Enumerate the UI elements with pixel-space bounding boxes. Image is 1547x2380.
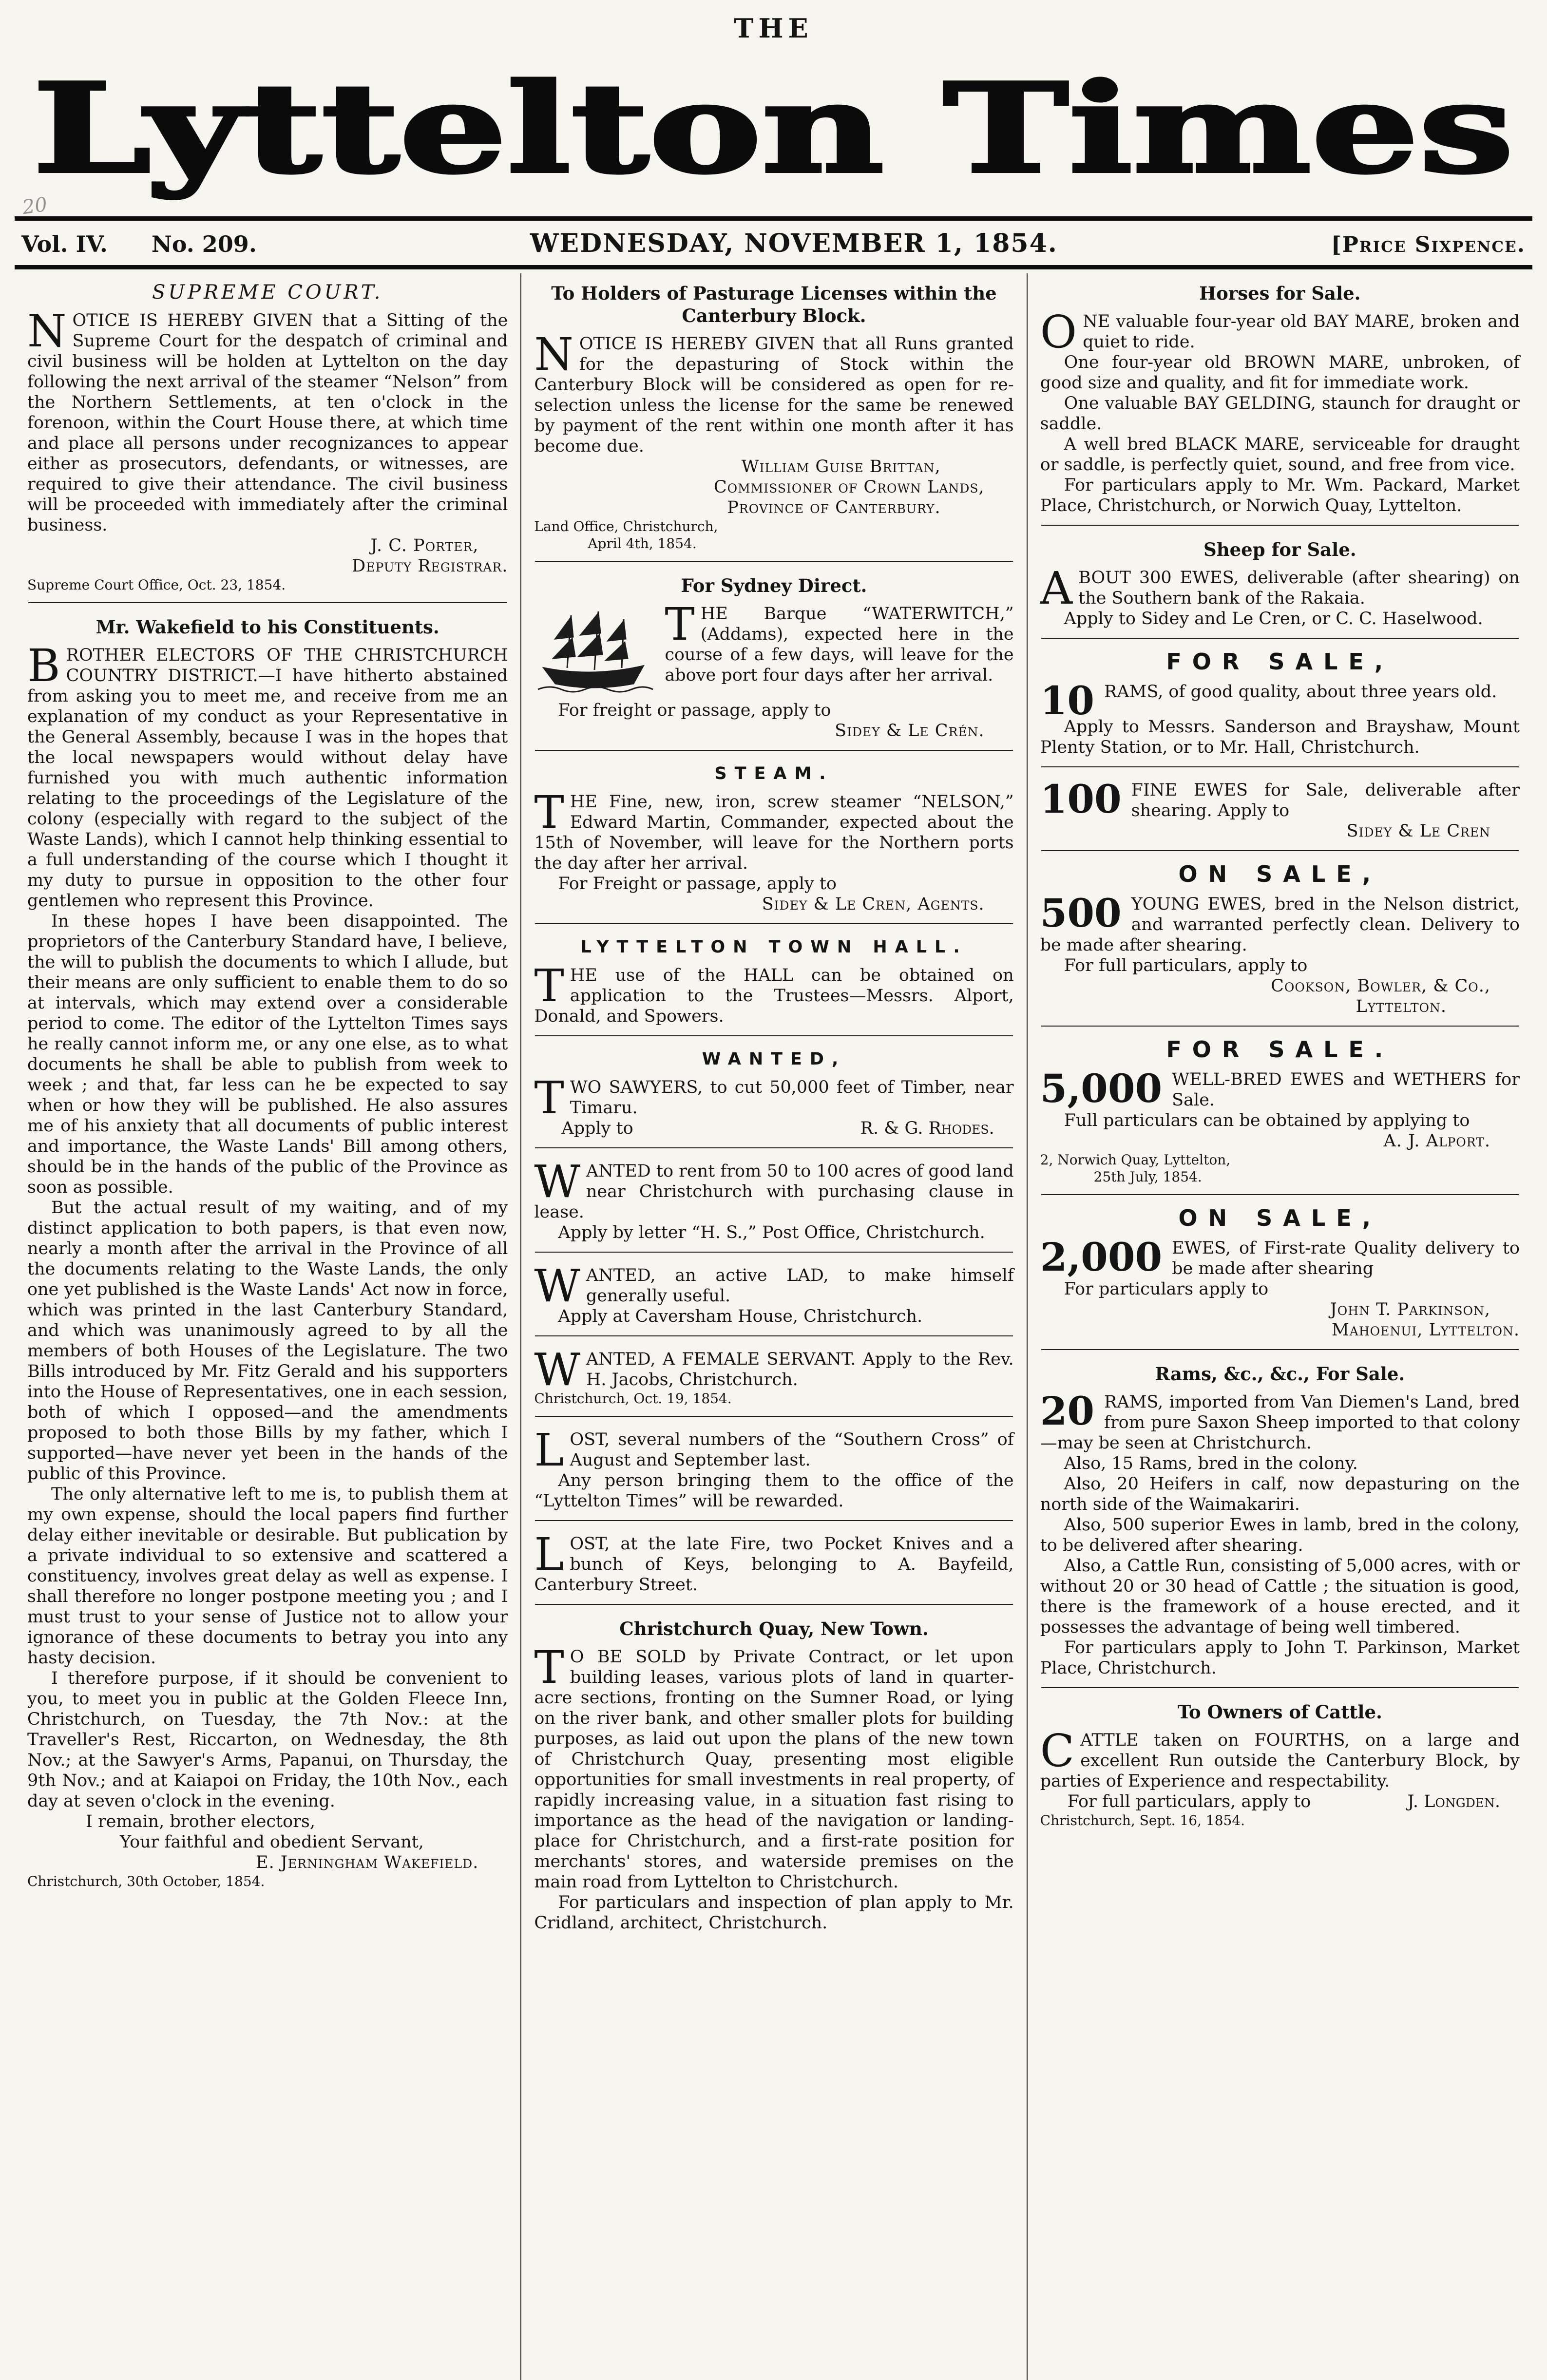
article-pasturage-notice [534,282,1013,552]
for-sale-10-body [1040,678,1520,724]
on-sale-2000-place: Mahoenui, Lyttelton. [1331,1320,1520,1340]
on-sale-500-signature: Cookson, Bowler, & Co., [1271,976,1490,996]
rams-heading: Rams, &c., &c., For Sale. [1155,1363,1405,1385]
article-lost-knives [534,1528,1014,1595]
masthead [15,13,1532,269]
apply-label: Apply to [561,1119,633,1138]
section-divider [535,1416,1012,1417]
horses-paragraph-3: One valuable BAY GELDING, staunch for draught or saddle. [1040,394,1520,434]
for-sale-5000-address-1: 2, Norwich Quay, Lyttelton, [1040,1152,1231,1168]
for-sale-10-text: RAMS, of good quality, about three years old. [1104,682,1497,702]
steam-heading: STEAM. [714,764,834,783]
pasturage-dateline-1: Land Office, Christchurch, [534,518,718,534]
section-divider [1041,638,1519,639]
on-sale-2000-body [1040,1234,1520,1280]
horses-paragraph-5: For particulars apply to Mr. Wm. Packard, Market Place, Christchurch, or Norwich Quay, Lyttelton. [1040,476,1520,515]
wakefield-heading: Mr. Wakefield to his Constituents. [95,616,439,638]
dropcap-letter: N [27,305,67,357]
cattle-body [1040,1725,1520,1791]
dateline-bar [15,216,1532,269]
quay-text: O BE SOLD by Private Contract, or let upon building leases, various plots of land in quarter-acre sections, fronting on the Sumner Road, or lying on the river bank, and other smaller plots for building purposes, as laid out upon the plans of the new town of Christchurch Quay, presenting most eligible opportunities for small investments in real property, of rapidly increasing value, in a situation fast rising to importance as the head of the navigation or landing-place for Christchurch, and a first-rate position for merchants' stores, and waterside premises on the main road from Lyttelton to Christchurch. [534,1647,1014,1892]
section-divider [535,1035,1012,1036]
quay-apply: For particulars and inspection of plan apply to Mr. Cridland, architect, Christchurch. [534,1893,1014,1933]
sydney-apply-line: For freight or passage, apply to [558,701,831,720]
wakefield-paragraph-5: I therefore purpose, if it should be convenient to you, to meet you in public at the Golden Fleece Inn, Christchurch, on Tuesday, the 7th Nov.: at the Traveller's Rest, Riccarton, on Wednesday, the 8th Nov.; at the Sawyer's Arms, Papanui, on Thursday, the 9th Nov.; and at Kaiapoi on Friday, the 10th Nov., each day at seven o'clock in the evening. [27,1669,508,1811]
dropcap-letter: N [534,328,573,381]
supreme-court-heading: SUPREME COURT. [152,281,383,304]
horses-paragraph-2: One four-year old BROWN MARE, unbroken, of good size and quality, and fit for immediate work. [1040,353,1520,393]
rams-paragraph-6: For particulars apply to John T. Parkinson, Market Place, Christchurch. [1040,1638,1520,1678]
supreme-court-signature: J. C. Porter, [370,536,479,555]
article-wanted-servant [534,1344,1014,1407]
wanted-sawyers-body [534,1072,1014,1124]
columns [15,273,1532,2380]
section-divider [1041,525,1519,526]
dropcap-letter: W [534,1156,580,1208]
wakefield-paragraph-1 [27,640,508,911]
horses-paragraph-4: A well bred BLACK MARE, serviceable for draught or saddle, is perfectly quiet, sound, and free from vice. [1040,435,1520,475]
column-3 [1027,273,1532,2380]
dropcap-letter: T [534,1072,564,1124]
on-sale-500-place: Lyttelton. [1356,997,1447,1016]
section-divider [28,602,507,603]
rams-paragraph-4: Also, 500 superior Ewes in lamb, bred in the colony, to be delivered after shearing. [1040,1515,1520,1555]
lost-cross-text: OST, several numbers of the “Southern Cross” of August and September last. [570,1430,1014,1470]
for-sale-5000-line-2: Full particulars can be obtained by applying to [1064,1111,1470,1130]
section-divider [535,1147,1012,1148]
price-label: [Price Sixpence. [1331,232,1526,257]
wanted-servant-text: ANTED, A FEMALE SERVANT. Apply to the Rev. H. Jacobs, Christchurch. [586,1350,1014,1390]
sheep-heading: Sheep for Sale. [1203,539,1356,560]
dropcap-letter: O [1040,306,1077,358]
lost-knives-body [534,1528,1014,1595]
town-hall-heading: LYTTELTON TOWN HALL. [580,937,968,957]
ship-icon [534,606,656,698]
fine-ewes-text: FINE EWES for Sale, deliverable after shearing. Apply to [1131,781,1520,820]
wakefield-text-1: ROTHER ELECTORS OF THE CHRISTCHURCH COUNTRY DISTRICT.—I have hitherto abstained from asking you to meet me, and receive from me an explanation of my conduct as your Representative in the General Assembly, because I was in the hopes that the local newspapers would without delay have furnished you with much authentic information relating to the proceedings of the Legislature of the colony (especially with regard to the subject of the Waste Lands), which I cannot help thinking essential to a full understanding of the course which I thought it my duty to pursue in opposition to the other four gentlemen who represent this Province. [27,646,508,911]
pasturage-heading: To Holders of Pasturage Licenses within the Canterbury Block. [551,283,997,326]
dropcap-letter: C [1040,1725,1075,1777]
article-on-sale-2000 [1040,1205,1520,1340]
section-divider [535,1335,1012,1336]
column-2 [520,273,1026,2380]
issue-number: No. 209. [151,231,257,257]
wanted-heading: WANTED, [702,1049,846,1069]
section-divider [1041,1349,1519,1350]
apply-contact: J. Longden. [1407,1792,1500,1811]
article-wakefield-letter [27,616,508,1890]
cattle-heading: To Owners of Cattle. [1177,1701,1382,1723]
section-divider [1041,1687,1519,1688]
wanted-lad-apply: Apply at Caversham House, Christchurch. [558,1307,923,1326]
on-sale-500-body [1040,890,1520,955]
article-wanted-lad [534,1260,1014,1327]
steam-body [534,786,1014,874]
steam-text: HE Fine, new, iron, screw steamer “NELSON,” Edward Martin, Commander, expected about the 15th of November, will leave for the Northern ports the day after her arrival. [534,792,1014,873]
article-sydney-direct [534,574,1013,741]
volume-issue [21,231,257,257]
wanted-servant-body [534,1344,1014,1396]
article-owners-of-cattle [1040,1701,1520,1829]
pasturage-signature: William Guise Brittan, [741,457,941,476]
masthead-title: Lyttelton Times [33,57,1514,201]
horses-text-1: NE valuable four-year old BAY MARE, broken and quiet to ride. [1083,312,1520,352]
article-for-sale-10-rams [1040,648,1520,758]
for-sale-heading: FOR SALE, [1166,648,1394,675]
article-christchurch-quay [534,1618,1013,1933]
pasturage-dateline-2: April 4th, 1854. [588,535,697,552]
for-sale-5000-address-2: 25th July, 1854. [1093,1169,1202,1185]
article-rams-for-sale [1040,1363,1520,1678]
wanted-lad-body [534,1260,1014,1312]
pasturage-body [534,328,1014,457]
on-sale-2000-signature: John T. Parkinson, [1330,1300,1490,1319]
pasturage-signature-province: Province of Canterbury. [727,498,941,517]
volume-label: Vol. IV. [21,231,108,257]
on-sale-heading: ON SALE, [1178,1205,1382,1231]
supreme-court-body [27,305,508,535]
cattle-text: ATTLE taken on FOURTHS, on a large and excellent Run outside the Canterbury Block, by parties of Experience and respectability. [1040,1731,1520,1791]
dropcap-letter: T [534,1641,564,1694]
quantity-figure: 5,000 [1040,1066,1163,1111]
rams-paragraph-3: Also, 20 Heifers in calf, now depasturing on the north side of the Waimakariri. [1040,1474,1520,1514]
dropcap-letter: T [534,960,564,1012]
section-divider [535,750,1012,751]
cattle-dateline: Christchurch, Sept. 16, 1854. [1040,1812,1245,1828]
for-sale-10-apply: Apply to Messrs. Sanderson and Brayshaw, Mount Plenty Station, or to Mr. Hall, Christchurch. [1040,717,1520,757]
horses-paragraph-1 [1040,306,1520,358]
quantity-figure: 100 [1040,776,1122,822]
section-divider [535,1252,1012,1253]
wakefield-paragraph-2: In these hopes I have been disappointed. The proprietors of the Canterbury Standard have, I believe, the will to publish the documents to which I allude, but their means are only sufficient to enable them to do so at intervals, which may extend over a considerable period to come. The editor of the Lyttelton Times says he really cannot inform me, or any one else, as to what documents he shall be able to publish from week to week ; and that, far less can he be expected to say when or how they will be published. He also assures me of his anxiety that all documents of public interest and importance, the Waste Lands' Bill among others, should be in the hands of the public of the Province as soon as possible. [27,912,508,1197]
on-sale-2000-text: EWES, of First-rate Quality delivery to be made after shearing [1172,1238,1520,1278]
article-wanted-land [534,1156,1014,1243]
masthead-kicker: THE [734,13,813,44]
horses-heading: Horses for Sale. [1199,283,1361,304]
quantity-figure: 20 [1040,1388,1094,1434]
dropcap-letter: A [1040,562,1073,614]
wakefield-dateline: Christchurch, 30th October, 1854. [27,1873,265,1889]
section-divider [535,1604,1012,1605]
on-sale-2000-apply: For particulars apply to [1064,1279,1269,1299]
dropcap-letter: B [27,640,60,692]
section-divider [535,561,1012,562]
quantity-figure: 2,000 [1040,1234,1163,1280]
supreme-court-office-line: Supreme Court Office, Oct. 23, 1854. [27,577,286,593]
quantity-figure: 500 [1040,890,1122,936]
sydney-signature: Sidey & Le Crén. [835,721,985,741]
dropcap-letter: W [534,1344,580,1396]
section-divider [535,923,1012,924]
article-horses-for-sale [1040,282,1520,516]
article-town-hall [534,937,1013,1027]
rams-body [1040,1388,1520,1453]
rams-paragraph-5: Also, a Cattle Run, consisting of 5,000 acres, with or without 20 or 30 head of Cattle ; the situation is good, there is the framework of a house erected, and it possesses the advantage of being well timbered. [1040,1556,1520,1637]
issue-date: WEDNESDAY, NOVEMBER 1, 1854. [530,228,1058,258]
wanted-sawyers-apply [534,1118,1013,1139]
section-divider [535,1520,1012,1521]
rams-text: RAMS, imported from Van Diemen's Land, bred from pure Saxon Sheep imported to that colony—may be seen at Christchurch. [1040,1392,1520,1453]
dropcap-letter: T [665,598,695,650]
masthead-title-art [15,46,1532,207]
sydney-heading: For Sydney Direct. [681,575,867,596]
on-sale-500-apply: For full particulars, apply to [1064,956,1308,975]
pasturage-text: OTICE IS HEREBY GIVEN that all Runs granted for the depasturing of Stock within the Canterbury Block will be considered as open for re-selection unless the license for the same be renewed by payment of the rent within one month after it has become due. [534,334,1014,456]
on-sale-heading: ON SALE, [1178,861,1382,887]
steam-apply-line: For Freight or passage, apply to [558,874,837,894]
article-steam [534,763,1013,914]
article-wanted-sawyers [534,1049,1013,1139]
quay-heading: Christchurch Quay, New Town. [619,1618,929,1639]
section-divider [1041,1194,1519,1195]
for-sale-5000-body [1040,1066,1520,1111]
wakefield-paragraph-3: But the actual result of my waiting, and of my distinct application to both papers, is that even now, nearly a month after the arrival in the Province of all the documents relating to the Waste Lands, the only one yet published is the Waste Lands' Act now in force, which was printed in the last Canterbury Standard, and which was unanimously agreed to by all the members of both Houses of the Legislature. The two Bills introduced by Mr. Fitz Gerald and his supporters into the House of Representatives, one in each session, both of which I opposed—and the amendments proposed to both those Bills by my father, which I supported—have never yet been in the hands of the public of this Province. [27,1198,508,1484]
article-on-sale-500 [1040,861,1520,1017]
section-divider [1041,1026,1519,1027]
dropcap-letter: T [534,786,564,838]
article-100-fine-ewes [1040,776,1520,841]
rams-paragraph-2: Also, 15 Rams, bred in the colony. [1064,1454,1358,1473]
wanted-land-text: ANTED to rent from 50 to 100 acres of good land near Christchurch with purchasing clause in lease. [534,1161,1014,1222]
supreme-court-text: OTICE IS HEREBY GIVEN that a Sitting of the Supreme Court for the despatch of criminal and civil business will be holden at Lyttelton on the day following the next arrival of the steamer “Nelson” from the Northern Settlements, at ten o'clock in the forenoon, within the Court House there, at which time and place all persons under recognizances to appear either as prosecutors, defendants, or witnesses, are required to give their attendance. The civil business will be proceeded with immediately after the criminal business. [27,311,508,535]
for-sale-5000-signature: A. J. Alport. [1383,1131,1490,1151]
pasturage-signature-title: Commissioner of Crown Lands, [713,477,985,497]
dropcap-letter: W [534,1260,580,1312]
lost-knives-text: OST, at the late Fire, two Pocket Knives and a bunch of Keys, belonging to A. Bayfeild, Canterbury Street. [534,1534,1014,1595]
dropcap-letter: L [534,1424,564,1476]
section-divider [1041,766,1519,767]
sydney-text: HE Barque “WATERWITCH,” (Addams), expected here in the course of a few days, will leave for the above port four days after her arrival. [665,604,1014,685]
article-lost-southern-cross [534,1424,1014,1511]
dropcap-letter: L [534,1528,564,1580]
wakefield-paragraph-4: The only alternative left to me is, to publish them at my own expense, should the local papers find further delay either inevitable or desirable. But publication by a private individual to so extensive and scattered a constituency, involves great delay as well as expense. I shall therefore no longer postpone meeting you ; and I must trust to your sense of Justice not to allow your ignorance of these documents to betray you into any hasty decision. [27,1485,508,1668]
steam-signature: Sidey & Le Cren, Agents. [762,895,985,914]
lost-cross-line-2: Any person bringing them to the office of the “Lyttelton Times” will be rewarded. [534,1471,1014,1511]
for-sale-5000-text: WELL-BRED EWES and WETHERS for Sale. [1172,1070,1520,1110]
apply-contact: R. & G. Rhodes. [860,1119,994,1138]
wakefield-signature: E. Jerningham Wakefield. [256,1853,479,1872]
apply-label: For full particulars, apply to [1067,1792,1311,1811]
handwritten-mark: 20 [21,193,49,219]
quantity-figure: 10 [1040,678,1094,724]
sheep-text: BOUT 300 EWES, deliverable (after shearing) on the Southern bank of the Rakaia. [1078,568,1520,608]
article-sheep-for-sale [1040,538,1520,629]
column-1 [15,273,520,2380]
fine-ewes-body [1040,776,1520,822]
for-sale-heading: FOR SALE. [1166,1036,1394,1063]
article-supreme-court [27,282,508,593]
wanted-servant-dateline: Christchurch, Oct. 19, 1854. [534,1390,732,1407]
sheep-body [1040,562,1520,614]
article-for-sale-5000 [1040,1036,1520,1185]
section-divider [1041,850,1519,851]
supreme-court-signature-title: Deputy Registrar. [352,556,508,576]
wakefield-closing-2: Your faithful and obedient Servant, [120,1832,424,1852]
on-sale-500-text: YOUNG EWES, bred in the Nelson district, and warranted perfectly clean. Delivery to be made after shearing. [1040,895,1520,955]
fine-ewes-signature: Sidey & Le Cren [1346,821,1490,841]
wanted-sawyers-text: WO SAWYERS, to cut 50,000 feet of Timber, near Timaru. [570,1078,1014,1118]
cattle-apply [1040,1791,1520,1812]
sheep-apply: Apply to Sidey and Le Cren, or C. C. Haselwood. [1064,609,1483,628]
wanted-lad-text: ANTED, an active LAD, to make himself generally useful. [586,1266,1014,1306]
town-hall-body [534,960,1014,1027]
wakefield-closing-1: I remain, brother electors, [86,1812,315,1831]
wanted-land-apply: Apply by letter “H. S.,” Post Office, Christchurch. [558,1223,985,1242]
quay-body [534,1641,1014,1892]
town-hall-text: HE use of the HALL can be obtained on application to the Trustees—Messrs. Alport, Donald, and Spowers. [534,966,1014,1026]
lost-cross-body [534,1424,1014,1476]
wanted-land-body [534,1156,1014,1222]
